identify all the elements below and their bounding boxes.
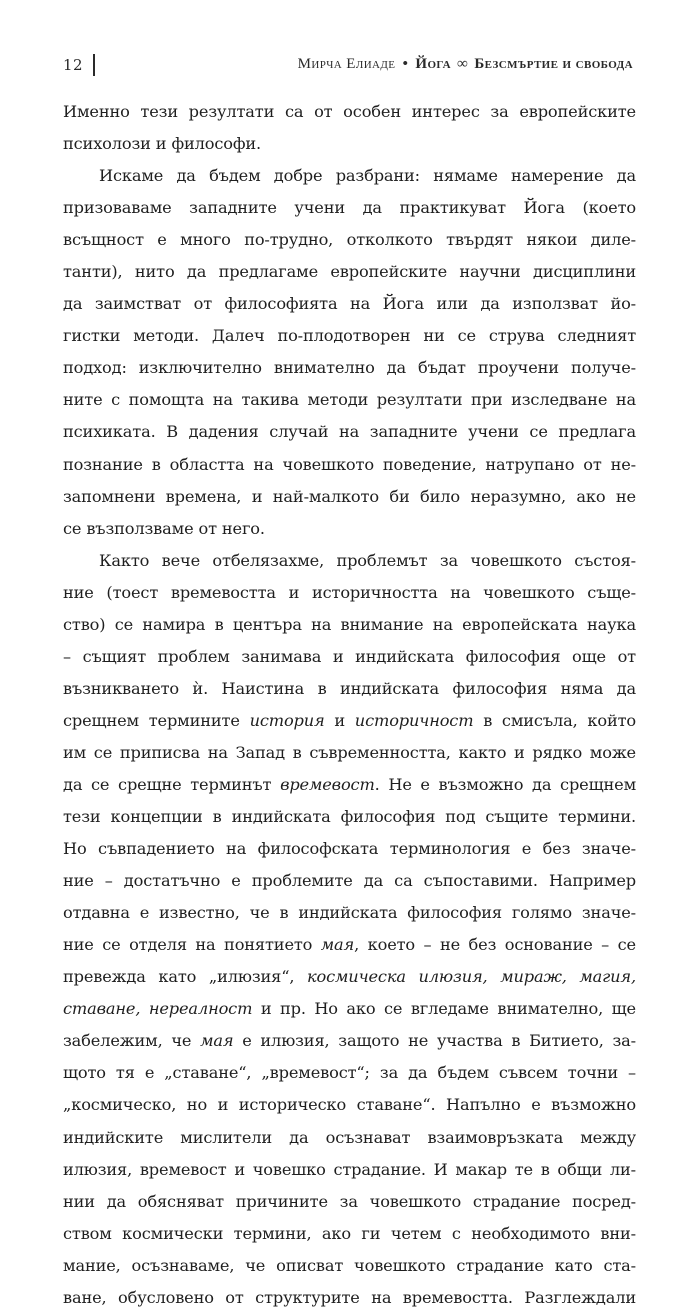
text-segment: тези концепции в индийската философия под същите термини.: [63, 807, 636, 827]
text-segment: ством космически термини, ако ги четем с необходимото вни-: [63, 1223, 636, 1243]
text-segment: призоваваме западните учени да практикуват Йога (което: [63, 198, 636, 218]
text-line: [63, 1218, 636, 1250]
text-segment: срещнем термините: [63, 710, 250, 730]
italic-term: космическа илюзия, мираж, магия,: [307, 967, 636, 987]
running-head-author: Мирча Елиаде: [297, 56, 396, 72]
infinity-symbol: ∞: [457, 56, 469, 72]
text-segment: психиката. В дадения случай на западните учени се предлага: [63, 422, 636, 442]
text-segment: психолози и философи.: [63, 134, 262, 154]
text-line: [63, 481, 636, 513]
text-segment: се възползваме от него.: [63, 518, 265, 538]
text-line: [63, 256, 636, 288]
text-line: [63, 1250, 636, 1282]
text-line: [63, 320, 636, 352]
running-head-title-part1: Йога: [415, 56, 451, 72]
text-line: [63, 1154, 636, 1186]
text-segment: – същият проблем занимава и индийската философия още от: [63, 646, 636, 666]
text-segment: ние – достатъчно е проблемите да са съпоставими. Например: [63, 871, 636, 891]
text-segment: всъщност е много по-трудно, отколкото твърдят някои диле-: [63, 230, 636, 250]
running-head-title-part2: Безсмъртие и свобода: [474, 56, 633, 72]
text-line: [63, 801, 636, 833]
text-line: [63, 545, 636, 577]
running-head: [298, 56, 633, 73]
text-line: [63, 288, 636, 320]
text-line: [63, 641, 636, 673]
italic-term: история: [249, 710, 325, 730]
text-segment: познание в областта на човешкото поведение, натрупано от не-: [63, 454, 636, 474]
text-line: [63, 416, 636, 448]
text-segment: превежда като „илюзия“,: [63, 967, 307, 987]
text-segment: мание, осъзнаваме, че описват човешкото страдание като ста-: [63, 1255, 636, 1275]
italic-term: времевост: [280, 774, 375, 794]
page-number: 12: [63, 56, 84, 74]
text-segment: Искаме да бъдем добре разбрани: нямаме намерение да: [99, 166, 636, 186]
text-segment: ните с помощта на такива методи резултати при изследване на: [63, 390, 636, 410]
text-line: [63, 769, 636, 801]
italic-term: мая: [320, 935, 355, 955]
text-segment: „космическо, но и историческо ставане“. Напълно е възможно: [63, 1095, 636, 1115]
text-segment: ние (тоест времевостта и историчността на човешкото съще-: [63, 582, 636, 602]
italic-term: историчност: [354, 710, 474, 730]
text-segment: Но съвпадението на философската терминология е без значе-: [63, 839, 636, 859]
text-line: [63, 352, 636, 384]
text-line: [63, 128, 636, 160]
text-segment: да се срещне терминът: [63, 774, 281, 794]
text-line: [63, 160, 636, 192]
text-line: [63, 513, 636, 545]
text-segment: им се приписва на Запад в съвременността, както и рядко може: [63, 742, 636, 762]
text-segment: , което – не без основание – се: [354, 935, 636, 955]
italic-term: ставане, нереалност: [63, 999, 253, 1019]
text-line: [63, 705, 636, 737]
text-segment: гистки методи. Далеч по-плодотворен ни се струва следният: [63, 326, 636, 346]
text-segment: подход: изключително внимателно да бъдат проучени получе-: [63, 358, 636, 378]
text-segment: Както вече отбелязахме, проблемът за човешкото състоя-: [99, 550, 636, 570]
text-segment: в смисъла, който: [473, 710, 636, 730]
text-line: [63, 737, 636, 769]
text-line: [63, 384, 636, 416]
header-divider: [93, 54, 95, 76]
text-segment: индийските мислители да осъзнават взаимовръзката между: [63, 1127, 636, 1147]
text-line: [63, 224, 636, 256]
text-line: [63, 609, 636, 641]
text-segment: е илюзия, защото не участва в Битието, за-: [233, 1031, 636, 1051]
text-segment: ние се отделя на понятието: [63, 935, 321, 955]
text-segment: ство) се намира в центъра на внимание на европейската наука: [63, 614, 636, 634]
text-line: [63, 1057, 636, 1089]
italic-term: мая: [200, 1031, 234, 1051]
text-segment: отдавна е известно, че в индийската философия голямо значе-: [63, 903, 636, 923]
text-line: [63, 993, 636, 1025]
text-segment: да заимстват от философията на Йога или да използват йо-: [63, 294, 636, 314]
text-segment: . Не е възможно да срещнем: [374, 774, 637, 794]
text-segment: ване, обусловено от структурите на времевостта. Разглеждали: [63, 1287, 636, 1307]
text-line: [63, 192, 636, 224]
text-line: [63, 449, 636, 481]
body-text: [63, 96, 636, 1314]
text-line: [63, 96, 636, 128]
text-segment: Именно тези резултати са от особен интерес за европейските: [63, 102, 636, 121]
text-segment: нии да обясняват причините за човешкото страдание посред-: [63, 1191, 636, 1211]
text-segment: щото тя е „ставане“, „времевост“; за да бъдем съвсем точни –: [63, 1063, 636, 1083]
running-head-bullet: •: [402, 56, 409, 72]
text-segment: запомнени времена, и най-малкото би било неразумно, ако не: [63, 486, 636, 506]
text-line: [63, 1282, 636, 1314]
text-line: [63, 1122, 636, 1154]
text-segment: възникването ѝ. Наистина в индийската философия няма да: [63, 678, 636, 698]
text-line: [63, 673, 636, 705]
text-line: [63, 961, 636, 993]
text-segment: илюзия, времевост и човешко страдание. И макар те в общи ли-: [63, 1159, 636, 1179]
text-line: [63, 1025, 636, 1057]
text-line: [63, 577, 636, 609]
text-line: [63, 833, 636, 865]
text-line: [63, 897, 636, 929]
text-line: [63, 1089, 636, 1121]
text-segment: и пр. Но ако се вгледаме внимателно, ще: [252, 999, 636, 1019]
text-segment: и: [324, 710, 355, 730]
text-line: [63, 929, 636, 961]
text-segment: забележим, че: [63, 1031, 201, 1051]
page-header: [63, 56, 633, 80]
text-line: [63, 865, 636, 897]
text-line: [63, 1186, 636, 1218]
text-segment: танти), нито да предлагаме европейските научни дисциплини: [63, 262, 636, 282]
